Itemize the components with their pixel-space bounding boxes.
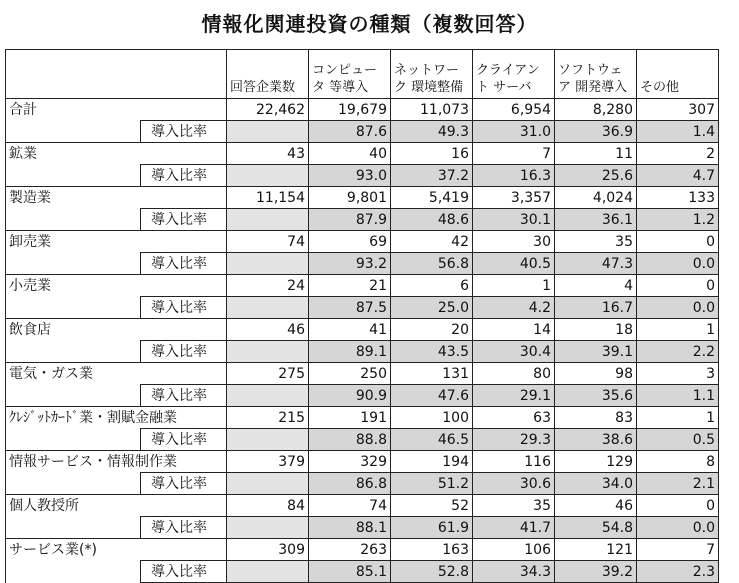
count-cell: 3 (637, 363, 719, 385)
count-cell: 22,462 (227, 99, 309, 121)
ratio-cell: 16.3 (473, 165, 555, 187)
ratio-cell: 2.2 (637, 341, 719, 363)
count-cell: 1 (473, 275, 555, 297)
count-cell: 163 (391, 539, 473, 561)
ratio-cell: 0.0 (637, 517, 719, 539)
ratio-label: 導入比率 (141, 341, 227, 363)
indent-cell (6, 473, 141, 495)
industry-name: サービス業(*) (6, 539, 227, 561)
table-row (6, 99, 719, 121)
ratio-cell: 90.9 (309, 385, 391, 407)
ratio-label: 導入比率 (141, 473, 227, 495)
count-cell: 121 (555, 539, 637, 561)
industry-name: 情報サービス・情報制作業 (6, 451, 227, 473)
industry-name: 鉱業 (6, 143, 227, 165)
ratio-cell: 25.0 (391, 297, 473, 319)
ratio-label: 導入比率 (141, 561, 227, 583)
count-cell: 35 (555, 231, 637, 253)
ratio-cell: 36.1 (555, 209, 637, 231)
count-cell: 6 (391, 275, 473, 297)
count-cell: 131 (391, 363, 473, 385)
count-cell: 19,679 (309, 99, 391, 121)
ratio-row (6, 429, 719, 451)
count-cell: 263 (309, 539, 391, 561)
ratio-label: 導入比率 (141, 209, 227, 231)
count-cell: 16 (391, 143, 473, 165)
ratio-blank-cell (227, 561, 309, 583)
ratio-cell: 0.0 (637, 297, 719, 319)
count-cell: 307 (637, 99, 719, 121)
ratio-row (6, 253, 719, 275)
ratio-cell: 86.8 (309, 473, 391, 495)
table-row (6, 495, 719, 517)
table-row (6, 363, 719, 385)
ratio-cell: 38.6 (555, 429, 637, 451)
count-cell: 0 (637, 495, 719, 517)
indent-cell (6, 341, 141, 363)
ratio-cell: 88.1 (309, 517, 391, 539)
ratio-cell: 1.4 (637, 121, 719, 143)
count-cell: 63 (473, 407, 555, 429)
count-cell: 98 (555, 363, 637, 385)
indent-cell (6, 165, 141, 187)
col-header: その他 (637, 50, 719, 99)
count-cell: 46 (555, 495, 637, 517)
ratio-cell: 40.5 (473, 253, 555, 275)
ratio-blank-cell (227, 297, 309, 319)
indent-cell (6, 209, 141, 231)
count-cell: 43 (227, 143, 309, 165)
ratio-cell: 46.5 (391, 429, 473, 451)
ratio-cell: 41.7 (473, 517, 555, 539)
count-cell: 133 (637, 187, 719, 209)
count-cell: 42 (391, 231, 473, 253)
ratio-cell: 39.2 (555, 561, 637, 583)
ratio-cell: 47.6 (391, 385, 473, 407)
ratio-cell: 0.0 (637, 253, 719, 275)
ratio-row (6, 385, 719, 407)
ratio-cell: 36.9 (555, 121, 637, 143)
count-cell: 2 (637, 143, 719, 165)
count-cell: 329 (309, 451, 391, 473)
ratio-blank-cell (227, 165, 309, 187)
indent-cell (6, 297, 141, 319)
ratio-label: 導入比率 (141, 385, 227, 407)
ratio-cell: 0.5 (637, 429, 719, 451)
ratio-label: 導入比率 (141, 297, 227, 319)
count-cell: 0 (637, 231, 719, 253)
ratio-cell: 34.3 (473, 561, 555, 583)
ratio-cell: 43.5 (391, 341, 473, 363)
ratio-cell: 39.1 (555, 341, 637, 363)
ratio-cell: 1.1 (637, 385, 719, 407)
count-cell: 21 (309, 275, 391, 297)
ratio-row (6, 209, 719, 231)
count-cell: 80 (473, 363, 555, 385)
industry-name: 飲食店 (6, 319, 227, 341)
ratio-row (6, 121, 719, 143)
indent-cell (6, 561, 141, 583)
industry-name: 合計 (6, 99, 227, 121)
ratio-cell: 51.2 (391, 473, 473, 495)
count-cell: 4,024 (555, 187, 637, 209)
ratio-label: 導入比率 (141, 121, 227, 143)
ratio-label: 導入比率 (141, 517, 227, 539)
ratio-blank-cell (227, 517, 309, 539)
count-cell: 309 (227, 539, 309, 561)
count-cell: 106 (473, 539, 555, 561)
table-row (6, 143, 719, 165)
ratio-blank-cell (227, 121, 309, 143)
col-header: 回答企業数 (227, 50, 309, 99)
count-cell: 129 (555, 451, 637, 473)
ratio-blank-cell (227, 385, 309, 407)
ratio-cell: 37.2 (391, 165, 473, 187)
count-cell: 6,954 (473, 99, 555, 121)
count-cell: 379 (227, 451, 309, 473)
table-row (6, 187, 719, 209)
count-cell: 11,073 (391, 99, 473, 121)
ratio-cell: 87.5 (309, 297, 391, 319)
ratio-row (6, 473, 719, 495)
table-row (6, 319, 719, 341)
count-cell: 3,357 (473, 187, 555, 209)
ratio-row (6, 297, 719, 319)
ratio-row (6, 165, 719, 187)
count-cell: 194 (391, 451, 473, 473)
header-blank (6, 50, 227, 99)
indent-cell (6, 121, 141, 143)
col-header: コンピュータ 等導入 (309, 50, 391, 99)
ratio-cell: 25.6 (555, 165, 637, 187)
col-header: クライアント サーバ (473, 50, 555, 99)
count-cell: 0 (637, 275, 719, 297)
count-cell: 40 (309, 143, 391, 165)
count-cell: 24 (227, 275, 309, 297)
ratio-cell: 30.6 (473, 473, 555, 495)
ratio-cell: 61.9 (391, 517, 473, 539)
count-cell: 20 (391, 319, 473, 341)
table-body (6, 99, 719, 583)
ratio-cell: 93.2 (309, 253, 391, 275)
count-cell: 46 (227, 319, 309, 341)
ratio-cell: 89.1 (309, 341, 391, 363)
count-cell: 250 (309, 363, 391, 385)
count-cell: 41 (309, 319, 391, 341)
table-row (6, 231, 719, 253)
count-cell: 52 (391, 495, 473, 517)
col-header: ソフトウェア 開発導入 (555, 50, 637, 99)
indent-cell (6, 517, 141, 539)
count-cell: 11 (555, 143, 637, 165)
count-cell: 215 (227, 407, 309, 429)
count-cell: 69 (309, 231, 391, 253)
table-row (6, 275, 719, 297)
indent-cell (6, 385, 141, 407)
table-row (6, 539, 719, 561)
ratio-cell: 54.8 (555, 517, 637, 539)
industry-name: 卸売業 (6, 231, 227, 253)
count-cell: 83 (555, 407, 637, 429)
ratio-row (6, 561, 719, 583)
industry-name: 電気・ガス業 (6, 363, 227, 385)
ratio-cell: 93.0 (309, 165, 391, 187)
header-row (6, 50, 719, 99)
count-cell: 275 (227, 363, 309, 385)
count-cell: 84 (227, 495, 309, 517)
ratio-blank-cell (227, 473, 309, 495)
ratio-row (6, 341, 719, 363)
count-cell: 100 (391, 407, 473, 429)
count-cell: 11,154 (227, 187, 309, 209)
ratio-cell: 52.8 (391, 561, 473, 583)
industry-name: 個人教授所 (6, 495, 227, 517)
ratio-label: 導入比率 (141, 253, 227, 275)
ratio-cell: 31.0 (473, 121, 555, 143)
table-row (6, 407, 719, 429)
ratio-cell: 88.8 (309, 429, 391, 451)
count-cell: 7 (637, 539, 719, 561)
ratio-blank-cell (227, 429, 309, 451)
count-cell: 30 (473, 231, 555, 253)
ratio-cell: 29.3 (473, 429, 555, 451)
ratio-cell: 30.1 (473, 209, 555, 231)
ratio-cell: 4.7 (637, 165, 719, 187)
table-row (6, 451, 719, 473)
count-cell: 191 (309, 407, 391, 429)
ratio-cell: 87.6 (309, 121, 391, 143)
count-cell: 8 (637, 451, 719, 473)
ratio-cell: 49.3 (391, 121, 473, 143)
count-cell: 8,280 (555, 99, 637, 121)
count-cell: 14 (473, 319, 555, 341)
ratio-cell: 4.2 (473, 297, 555, 319)
ratio-cell: 48.6 (391, 209, 473, 231)
ratio-cell: 2.3 (637, 561, 719, 583)
count-cell: 74 (309, 495, 391, 517)
indent-cell (6, 253, 141, 275)
col-header: ネットワーク 環境整備 (391, 50, 473, 99)
ratio-cell: 35.6 (555, 385, 637, 407)
ratio-cell: 16.7 (555, 297, 637, 319)
ratio-row (6, 517, 719, 539)
ratio-cell: 87.9 (309, 209, 391, 231)
count-cell: 1 (637, 319, 719, 341)
ratio-cell: 47.3 (555, 253, 637, 275)
ratio-blank-cell (227, 341, 309, 363)
ratio-cell: 34.0 (555, 473, 637, 495)
investment-table (5, 49, 719, 583)
count-cell: 74 (227, 231, 309, 253)
count-cell: 116 (473, 451, 555, 473)
table-title: 情報化関連投資の種類（複数回答） (201, 12, 538, 36)
ratio-blank-cell (227, 253, 309, 275)
count-cell: 18 (555, 319, 637, 341)
ratio-label: 導入比率 (141, 429, 227, 451)
count-cell: 9,801 (309, 187, 391, 209)
ratio-label: 導入比率 (141, 165, 227, 187)
ratio-cell: 29.1 (473, 385, 555, 407)
ratio-cell: 30.4 (473, 341, 555, 363)
count-cell: 7 (473, 143, 555, 165)
ratio-cell: 85.1 (309, 561, 391, 583)
industry-name: ｸﾚｼﾞｯﾄｶｰﾄﾞ業・割賦金融業 (6, 407, 227, 429)
count-cell: 4 (555, 275, 637, 297)
ratio-cell: 56.8 (391, 253, 473, 275)
count-cell: 5,419 (391, 187, 473, 209)
ratio-cell: 2.1 (637, 473, 719, 495)
ratio-cell: 1.2 (637, 209, 719, 231)
indent-cell (6, 429, 141, 451)
industry-name: 製造業 (6, 187, 227, 209)
count-cell: 35 (473, 495, 555, 517)
ratio-blank-cell (227, 209, 309, 231)
industry-name: 小売業 (6, 275, 227, 297)
count-cell: 1 (637, 407, 719, 429)
